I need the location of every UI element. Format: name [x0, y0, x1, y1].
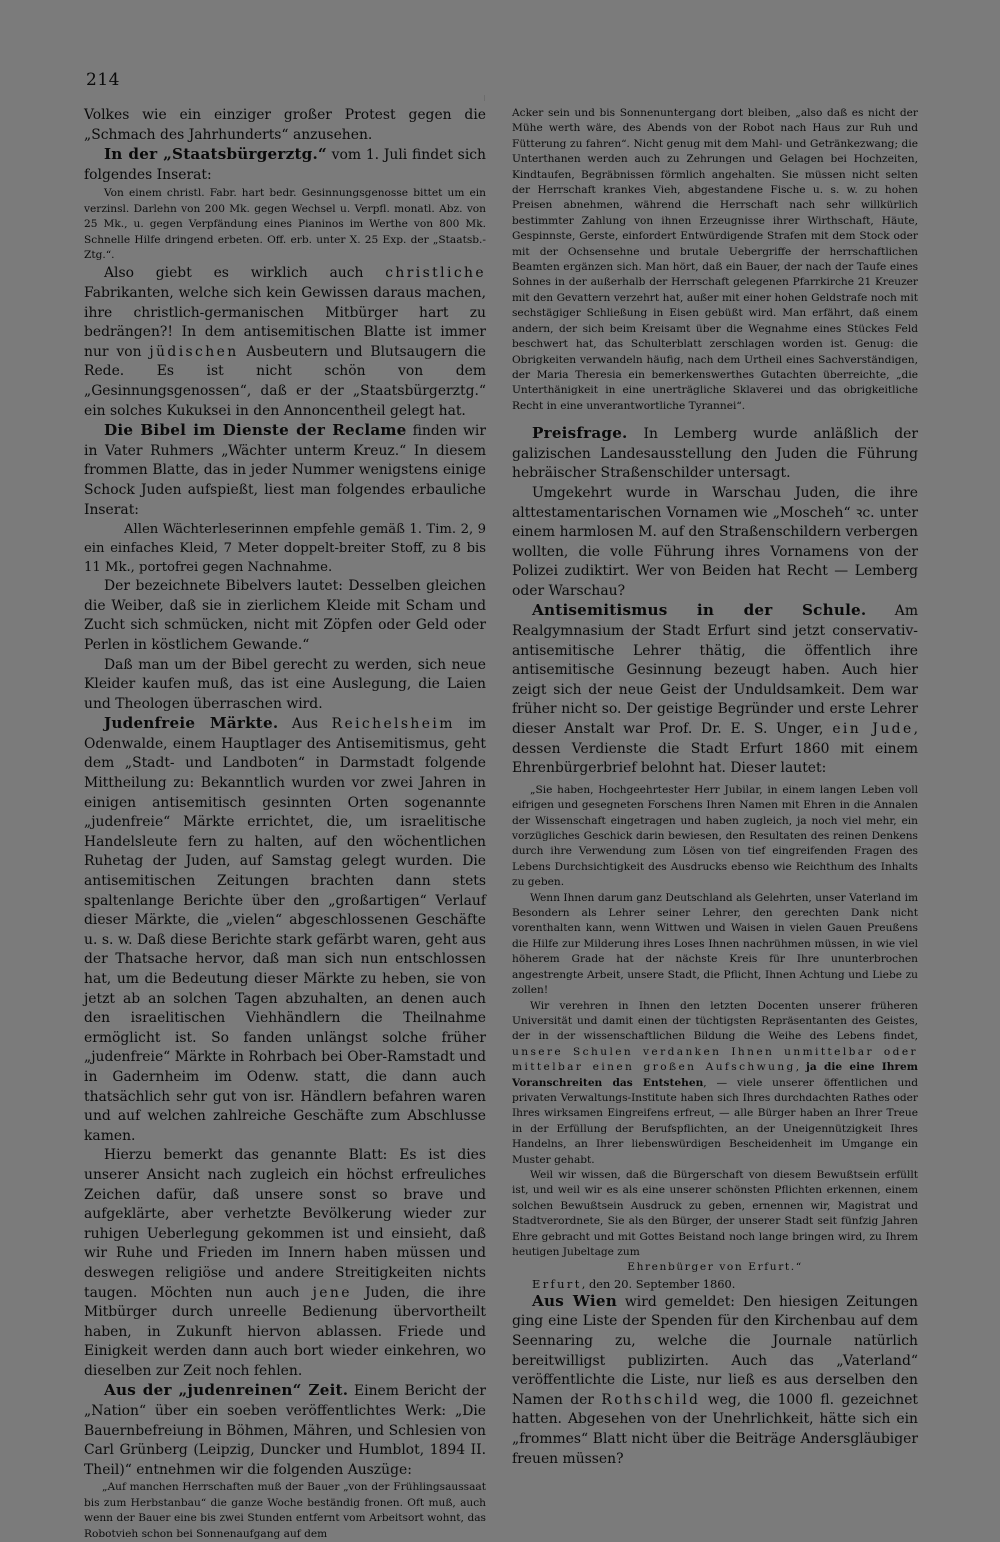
article-bibel-reclame — [84, 421, 486, 520]
article-staatsbuergerztg — [84, 145, 486, 185]
text: Hierzu bemerkt das genannte Blatt: Es ist dies unserer Ansicht nach zugleich ein höchst erfreuliches Zeichen dafür, daß unsere sonst so brave und aufgeklärte, aber verhetzte Bevölkerung wieder zur ruhigen Ueberlegung gekommen ist und einsieht, daß wir Ruhe und Frieden im Innern haben müssen und deswegen religiöse und andere Streitigkeiten nichts taugen. Möchten nun auch — [84, 1147, 486, 1301]
text: , — [795, 1061, 807, 1074]
paragraph: Volkes wie ein einziger großer Protest gegen die „Schmach des Jahrhunderts“ anzusehen. — [84, 107, 486, 143]
text: , den 20. September 1860. — [581, 1276, 736, 1291]
paragraph — [84, 264, 486, 421]
text: finden wir in Vater Ruhmers „Wächter unterm Kreuz.“ In diesem frommen Blatte, das in jeder Nummer wenigstens einige Schock Juden aufspießt, liest man folgendes erbauliche Inserat: — [84, 423, 487, 518]
article-preisfrage — [512, 424, 918, 484]
text: Aus — [278, 716, 332, 733]
text: Ausbeutern und Blutsaugern die Rede. Es ist nicht schön von dem „Gesinnungsgenossen“, daß er der „Staatsbürgerztg.“ ein solches Kukuksei in den Annoncentheil gelegt hat. — [84, 343, 486, 419]
right-column — [512, 106, 918, 1469]
bold-text: ja die eine Ihrem Voranschreiten das Entstehen — [512, 1061, 918, 1089]
text: , dessen Verdienste die Stadt Erfurt 1860 mit einem Ehrenbürgerbrief belohnt hat. Dieser lautet: — [512, 721, 918, 777]
text: , — viele unserer öffentlichen und privaten Verwaltungs-Institute haben sich Ihres durchdachten Rathes oder Ihres wirksamen Eingreifens erfreut, — alle Bürger haben an Ihrer Treue in der Erfüllung der Berufspflichten, an der Uneigennützigkeit Ihres Handelns, an Ihrer liebenswürdigen Bescheidenheit im Umgange ein Muster gehabt. — [512, 1076, 918, 1166]
section-heading: Antisemitismus in der Schule. — [532, 601, 867, 620]
block-quote: Weil wir wissen, daß die Bürgerschaft von diesem Bewußtsein erfüllt ist, und weil wir es als eine unserer schönsten Pflichten erkennen, einem solchen Bewußtsein Ausdruck zu geben, ernennen wir, Magistrat und Stadtverordnete, Sie als den Bürger, der unserer Stadt seit fünfzig Jahren Ehre gebracht und mit Gottes Beistand noch lange bringen wird, zu Ihrem heutigen Jubeltage zum — [512, 1168, 918, 1258]
quoted-advertisement: Von einem christl. Fabr. hart bedr. Gesinnungsgenosse bittet um ein verzinsl. Darlehn von 200 Mk. gegen Wechsel u. Verpfl. monatl. Abz. von 25 Mk., u. gegen Verpfändung eines Pianinos im Werthe von 800 Mk. Schnelle Hilfe dringend erbeten. Off. erb. unter X. 25 Exp. der „Staatsb.-Ztg.“. — [84, 187, 486, 261]
block-quote — [512, 999, 918, 1168]
article-aus-wien — [512, 1292, 918, 1469]
emphasis-text: unsere Schulen verdanken Ihnen unmittelbar oder mittelbar einen großen Aufschwung — [512, 1045, 918, 1074]
block-quote: Wenn Ihnen darum ganz Deutschland als Gelehrten, unser Vaterland im Besondern als Lehrer seiner Lehrer, den gerechten Dank nicht vorenthalten kann, wenn Wittwen und Waisen in vielen Gauen Preußens die Hilfe zur Milderung ihres Loses Ihnen nachrühmen müssen, in wie viel höherem Grade hat der nächste Kreis für Ihre ununterbrochen angestrengte Arbeit, unsere Stadt, die Pflicht, Ihnen Achtung und Liebe zu zollen! — [512, 891, 918, 997]
paragraph: Daß man um der Bibel gerecht zu werden, sich neue Kleider kaufen muß, das ist eine Auslegung, die Laien und Theologen überraschen wird. — [84, 656, 486, 712]
article-judenfreie-maerkte — [84, 714, 486, 1146]
column-divider-mark — [484, 95, 485, 101]
text: In Lemberg wurde anläßlich der galizischen Landesausstellung den Juden die Führung hebräischer Straßenschilder untersagt. — [512, 426, 918, 482]
dateline — [512, 1276, 918, 1292]
text: Wir verehren in Ihnen den letzten Docenten unserer früheren Universität und damit einen der tüchtigsten Repräsentanten des Geistes, der in der wissenschaftlichen Bildung die Weihe des Lebens findet, — [512, 999, 918, 1043]
emphasis-text: Reichelsheim — [331, 716, 455, 733]
text: Also giebt es wirklich auch — [104, 265, 386, 282]
text: vom 1. Juli findet sich folgendes Inserat: — [84, 147, 486, 183]
article-judenreine-zeit — [84, 1381, 486, 1480]
section-heading: Aus Wien — [532, 1291, 617, 1310]
section-heading: In der „Staatsbürgerztg.“ — [104, 145, 327, 164]
text: weg, die 1000 fl. gezeichnet hatten. Abgesehen von der Unehrlichkeit, hätte sich ein „frommes“ Blatt nicht über die Beiträge Andersgläubiger freuen müssen? — [512, 1391, 918, 1467]
text: Am Realgymnasium der Stadt Erfurt sind jetzt conservativ-antisemitische Lehrer thätig, die öffentlich ihre antisemitische Gesinnung bezeugt haben. Auch hier zeigt sich der neue Geist der Unduldsamkeit. Dem war früher nicht so. Der geistige Begründer und erste Lehrer dieser Anstalt war Prof. Dr. E. S. Unger, — [512, 603, 918, 738]
text: Einem Bericht der „Nation“ über ein soeben veröffentlichtes Werk: „Die Bauernbefreiung in Böhmen, Mähren, und Schlesien von Carl Grünberg (Leipzig, Duncker und Humblot, 1894 II. Theil)“ entnehmen wir die folgenden Auszüge: — [84, 1383, 486, 1478]
quoted-advertisement: Allen Wächterleserinnen empfehle gemäß 1. Tim. 2, 9 ein einfaches Kleid, 7 Meter doppelt-breiter Stoff, zu 8 bis 11 Mk., portofrei gegen Nachnahme. — [84, 522, 486, 576]
block-quote: „Sie haben, Hochgeehrtester Herr Jubilar, in einem langen Leben voll eifrigen und gesegneten Forschens Ihren Namen mit Ehren in die Annalen der Wissenschaft eingetragen und haben zugleich, ja noch viel mehr, ein vorzügliches Geschick darin bewiesen, den Resultaten des reinen Denkens durch ihre Verwendung zum Lösen von tief eingreifenden Fragen des Lebens Durchsichtigkeit des Ausdrucks ebenso wie Reichthum des Inhalts zu geben. — [512, 783, 918, 889]
left-column — [84, 106, 486, 1542]
text: wird gemeldet: Den hiesigen Zeitungen ging eine Liste der Spenden für den Kirchenbau auf dem Seennaring zu, welche die Journale natürlich bereitwilligst publizirten. Auch das „Vaterland“ veröffentlichte die Liste, nur ließ es aus derselben den Namen der — [512, 1293, 918, 1408]
emphasis-text: ein Jude — [832, 721, 914, 738]
quote-signature: Ehrenbürger von Erfurt.“ — [627, 1261, 803, 1274]
paragraph: Der bezeichnete Bibelvers lautet: Desselben gleichen die Weiber, daß sie in zierlichem Kleide mit Scham und Zucht sich schmücken, nicht mit Zöpfen oder Geld oder Perlen in köstlichem Gewande.“ — [84, 578, 486, 653]
emphasis-text: jene — [312, 1284, 352, 1301]
article-antisemitismus-schule — [512, 601, 918, 778]
emphasis-text: Rothschild — [601, 1391, 701, 1408]
block-quote: „Auf manchen Herrschaften muß der Bauer „von der Frühlingsaussaat bis zum Herbstanbau“ die ganze Woche beständig fronen. Oft muß, auch wenn der Bauer eine bis zwei Stunden entfernt vom Arbeitsort wohnt, das Robotvieh schon bei Sonnenaufgang auf dem — [84, 1481, 486, 1540]
section-heading: Preisfrage. — [532, 424, 628, 443]
page-number: 214 — [86, 70, 120, 90]
emphasis-text: Erfurt — [532, 1276, 582, 1291]
text: Juden, die ihre Mitbürger durch unreelle Bedienung übervortheilt haben, in Zukunft hiervon ablassen. Friede und Einigkeit werden dann auch bort wieder einkehren, wo dieselben zur Zeit noch fehlen. — [84, 1284, 486, 1379]
section-heading: Die Bibel im Dienste der Reclame — [104, 421, 407, 440]
paragraph — [84, 1146, 486, 1381]
paragraph: Umgekehrt wurde in Warschau Juden, die ihre alttestamentarischen Vornamen wie „Moscheh“ ꝛc. unter einem harmlosen M. auf den Straßenschildern verbergen wollten, die volle Führung ihres Vornamens von der Polizei zudiktirt. Wer von Beiden hat Recht — Lemberg oder Warschau? — [512, 484, 918, 599]
block-quote-continued: Acker sein und bis Sonnenuntergang dort bleiben, „also daß es nicht der Mühe werth wäre, des Abends von der Robot nach Haus zur Ruh und Fütterung zu fahren“. Nicht genug mit dem Mahl- und Getränkezwang; die Unterthanen werden auch zu Zehrungen und Gelagen bei Hochzeiten, Kindtaufen, Begräbnissen förmlich angehalten. Sie müssen nicht selten der Herrschaft krankes Vieh, abgestandene Fische u. s. w. zu hohen Preisen abnehmen, während die Herrschaft nach sehr willkürlich bestimmter Zahlung von ihnen Erzeugnisse ihrer Wirthschaft, Häute, Gespinnste, Gerste, einfordert Entwürdigende Strafen mit dem Stock oder mit der Ochsensehne und brutale Uebergriffe der herrschaftlichen Beamten ergänzen sich. Man hört, daß ein Bauer, der nach der Taufe eines Sohnes in der außerhalb der Herrschaft gelegenen Pfarrkirche 21 Kreuzer mit den Gevattern verzehrt hat, außer mit einer hohen Geldstrafe noch mit sechstägiger Schließung in Eisen gebüßt wird. Man erfährt, daß einem andern, der sich beim Kreisamt über die Wegnahme eines Stückes Feld beschwert hat, das Schulterblatt zerschlagen worden ist. Genug: die Obrigkeiten verwandeln häufig, nach dem Urtheil eines Sachverständigen, der Maria Theresia ein bemerkenswerthes Gutachten überreichte, „die Unterthänigkeit in eine unerträgliche Sklaverei und das obrigkeitliche Recht in eine unverantwortliche Tyrannei“. — [512, 107, 918, 412]
text: Fabrikanten, welche sich kein Gewissen daraus machen, ihre christlich-germanischen Mitbürger hart zu bedrängen?! In dem antisemitischen Blatte ist immer nur von — [84, 285, 486, 360]
emphasis-text: christliche — [385, 265, 486, 282]
emphasis-text: jüdischen — [149, 343, 239, 360]
text: im Odenwalde, einem Hauptlager des Antisemitismus, geht dem „Stadt- und Landboten“ in Darmstadt folgende Mittheilung zu: Bekanntlich wurden vor zwei Jahren in einigen antisemitisch gesinnten Orten sogenannte „judenfreie“ Märkte errichtet, die, um israelitische Handelsleute fern zu halten, auf den wöchentlichen Ruhetag der Juden, auf Samstag gelegt wurden. Die antisemitischen Zeitungen brachten dann stets spaltenlange Berichte über den „großartigen“ Verlauf dieser Märkte, die „vielen“ abgeschlossenen Geschäfte u. s. w. Daß diese Berichte stark gefärbt waren, geht aus der Thatsache hervor, daß man sich nun entschlossen hat, um die Bedeutung dieser Märkte zu heben, sie von jetzt ab an solchen Tagen abzuhalten, an denen auch den israelitischen Viehhändlern die Theilnahme ermöglicht ist. So fanden unlängst solche früher „judenfreie“ Märkte in Rohrbach bei Ober-Ramstadt und in Gadernheim im Odenw. statt, die dann auch thatsächlich sehr gut von isr. Händlern befahren waren und auf welchen zahlreiche Geschäfte zum Abschlusse kamen. — [84, 716, 487, 1144]
section-heading: Judenfreie Märkte. — [104, 714, 279, 733]
section-heading: Aus der „judenreinen“ Zeit. — [104, 1381, 349, 1400]
